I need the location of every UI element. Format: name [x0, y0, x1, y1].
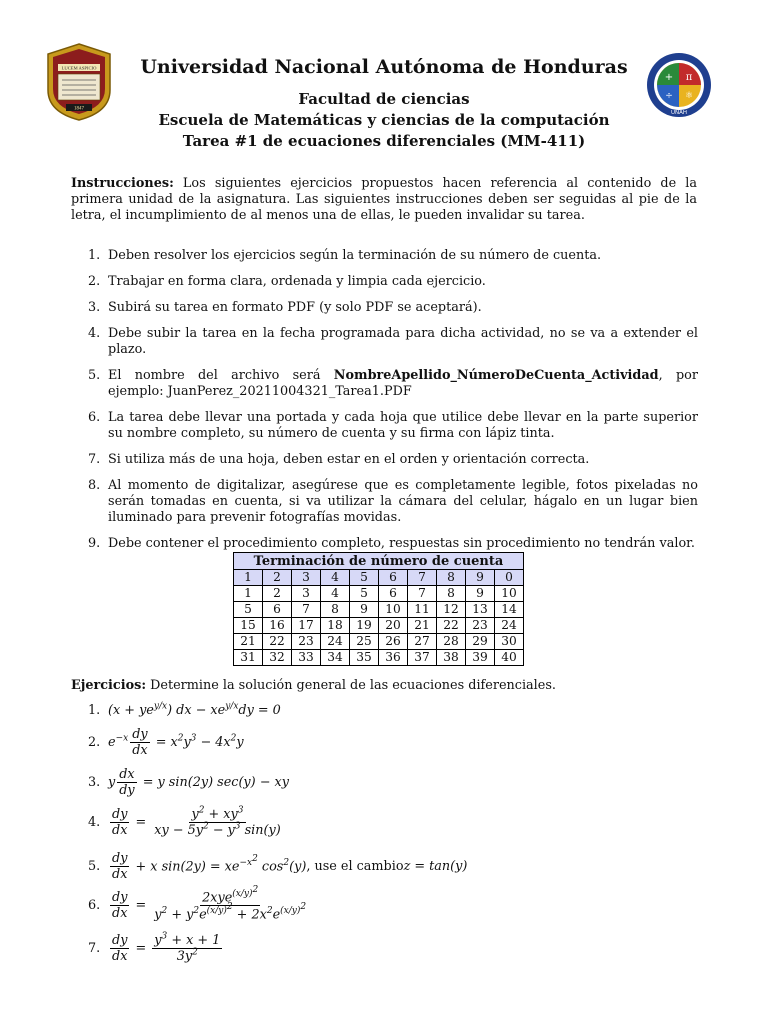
- account-ending-table: [233, 552, 524, 666]
- instructions-label: Instrucciones:: [71, 176, 174, 191]
- list-item: 4. Debe subir la tarea en la fecha programada para dicha actividad, no se va a extender el plazo.: [88, 326, 698, 357]
- university-title: Universidad Nacional Autónoma de Honduras: [140, 56, 628, 78]
- list-item: 7. Si utiliza más de una hoja, deben estar en el orden y orientación correcta.: [88, 452, 590, 467]
- table-row: 21 22 23 24 25 26 27 28 29 30: [234, 634, 524, 650]
- list-item: 2. Trabajar en forma clara, ordenada y limpia cada ejercicio.: [88, 274, 486, 289]
- university-seal-logo: [44, 42, 114, 122]
- school-title: Escuela de Matemáticas y ciencias de la computación: [158, 111, 610, 129]
- table-title: Terminación de número de cuenta: [234, 553, 524, 570]
- exercise-6: 6. $\frac{dy}{dx}$ = $\frac{2xye^{(x/y)^2}}{y^2 + y^2e^{(x/y)^2} + 2x^2e^{(x/y)^2}}$: [88, 885, 307, 923]
- table-row: 5 6 7 8 9 10 11 12 13 14: [234, 602, 524, 618]
- svg-text:÷: ÷: [665, 91, 673, 101]
- list-item: 8. Al momento de digitalizar, asegúrese que es completamente legible, fotos pixeladas no serán tomadas en cuenta, si va utilizar la cámara del celular, hágalo en un lugar bien iluminado para prevenir fotografías movidas.: [88, 478, 698, 525]
- list-item: 6. La tarea debe llevar una portada y cada hoja que utilice debe llevar en la parte superior su nombre completo, su número de cuenta y su firma con lápiz tinta.: [88, 410, 698, 441]
- table-header-row: 1 2 3 4 5 6 7 8 9 0: [234, 570, 524, 586]
- list-item: 9. Debe contener el procedimiento completo, respuestas sin procedimiento no tendrán valor.: [88, 536, 695, 551]
- list-item: 3. Subirá su tarea en formato PDF (y solo PDF se aceptará).: [88, 300, 482, 315]
- svg-text:π: π: [685, 72, 693, 83]
- faculty-emblem-logo: [646, 52, 712, 118]
- list-item: 5. El nombre del archivo será NombreApellido_NúmeroDeCuenta_Actividad, por ejemplo: JuanPerez_20211004321_Tarea1.PDF: [88, 368, 698, 399]
- exercises-heading: [71, 678, 556, 693]
- instructions-paragraph: [71, 176, 697, 224]
- rules-list: [88, 248, 698, 552]
- svg-text:⚛: ⚛: [684, 91, 694, 101]
- exercises-label: Ejercicios:: [71, 678, 147, 693]
- exercise-4: 4. $\frac{dy}{dx}$ = $\frac{y^2 + xy^3}{xy - 5y^2 - y^3 \sin(y)}$: [88, 805, 281, 838]
- exercise-1: 1. $(x + ye^{y/x})$ dx − $xe^{y/x}dy = 0$: [88, 701, 281, 718]
- exercises-intro: Determine la solución general de las ecuaciones diferenciales.: [146, 678, 556, 693]
- exercise-5: 5. $\frac{dy}{dx}$ + x $\sin(2y) = xe^{-x^2}$ $\cos^2(y)$ , use el cambio z = tan(y): [88, 851, 468, 882]
- list-item: 1. Deben resolver los ejercicios según la terminación de su número de cuenta.: [88, 248, 602, 263]
- emblem-caption: UNAH: [670, 110, 688, 116]
- faculty-title: Facultad de ciencias: [298, 90, 470, 108]
- exercise-2: 2. $e^{-x}$ $\frac{dy}{dx}$ = $x^2y^3 - 4x^2y$: [88, 727, 244, 758]
- exercise-7: 7. $\frac{dy}{dx}$ = $\frac{y^3 + x + 1}{3y^2}$: [88, 931, 221, 964]
- instructions-text: Los siguientes ejercicios propuestos hacen referencia al contenido de la primera unidad de la asignatura. Las siguientes instrucciones deben ser seguidas al pie de la letra, el incumplimiento de al menos una de ellas, le pueden invalidar su tarea.: [71, 176, 697, 223]
- table-row: 31 32 33 34 35 36 37 38 39 40: [234, 650, 524, 666]
- table-row: 15 16 17 18 19 20 21 22 23 24: [234, 618, 524, 634]
- svg-text:+: +: [664, 72, 674, 83]
- assignment-title: Tarea #1 de ecuaciones diferenciales (MM-411): [182, 132, 586, 150]
- seal-year: 1847: [74, 106, 84, 112]
- seal-motto: LUCEM ASPICIO: [61, 65, 97, 71]
- table-row: 1 2 3 4 5 6 7 8 9 10: [234, 586, 524, 602]
- exercise-3: 3. y $\frac{dx}{dy}$ = y sin(2y) sec(y) − xy: [88, 767, 289, 798]
